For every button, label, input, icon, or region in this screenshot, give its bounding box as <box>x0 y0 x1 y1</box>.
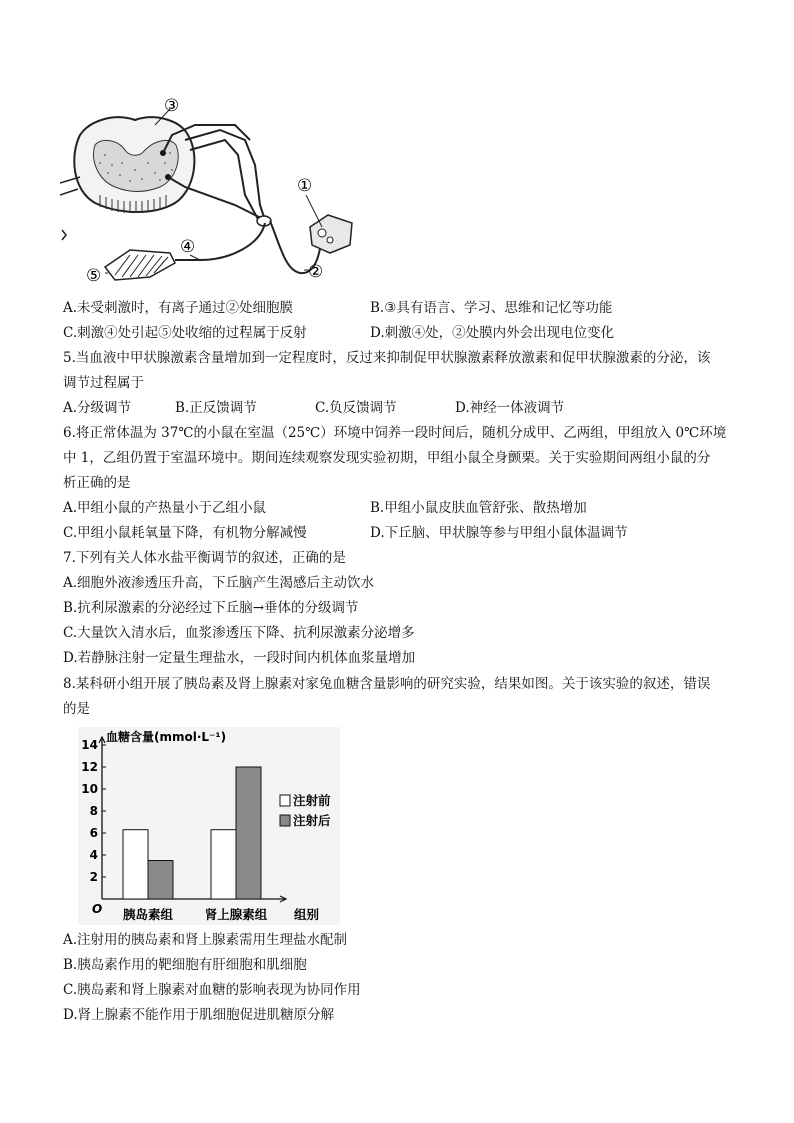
q5-option-c: C.负反馈调节 <box>315 400 397 416</box>
label-1: ① <box>297 176 313 196</box>
y-tick-label: 6 <box>89 826 98 840</box>
q6-stem-line3: 析正确的是 <box>63 475 131 491</box>
q6-stem-line1: 6.将正常体温为 37℃的小鼠在室温（25℃）环境中饲养一段时间后，随机分成甲、乙两组，甲组放入 0℃环境 <box>63 425 727 441</box>
q4-option-a: A.未受刺激时，有离子通过②处细胞膜 <box>63 300 294 316</box>
q7-stem: 7.下列有关人体水盐平衡调节的叙述，正确的是 <box>63 550 346 566</box>
legend-swatch <box>280 815 290 826</box>
q7-option-a: A.细胞外液渗透压升高，下丘脑产生渴感后主动饮水 <box>63 575 375 591</box>
legend-swatch <box>280 795 290 806</box>
y-axis-label: 血糖含量(mmol·L⁻¹) <box>106 730 227 744</box>
q6-stem-line2: 中 1，乙组仍置于室温环境中。期间连续观察发现实验初期，甲组小鼠全身颤栗。关于实验期间两组小鼠的分 <box>63 450 711 466</box>
q6-option-a: A.甲组小鼠的产热量小于乙组小鼠 <box>63 500 267 516</box>
q5-stem-line1: 5.当血液中甲状腺激素含量增加到一定程度时，反过来抑制促甲状腺激素释放激素和促甲状腺激素的分泌，该 <box>63 350 711 366</box>
bar-after <box>236 767 261 899</box>
q5-stem-line2: 调节过程属于 <box>63 375 144 391</box>
q6-option-c: C.甲组小鼠耗氧量下降，有机物分解减慢 <box>63 525 307 541</box>
origin-label: O <box>92 902 103 916</box>
q4-option-d: D.刺激④处，②处膜内外会出现电位变化 <box>370 325 615 341</box>
q8-option-b: B.胰岛素作用的靶细胞有肝细胞和肌细胞 <box>63 957 307 973</box>
q8-stem-line2: 的是 <box>63 701 90 717</box>
bar-before <box>211 830 236 899</box>
y-tick-label: 2 <box>89 870 98 884</box>
q4-option-b: B.③具有语言、学习、思维和记忆等功能 <box>370 300 613 316</box>
label-2: ② <box>308 262 324 282</box>
q5-option-d: D.神经一体液调节 <box>455 400 565 416</box>
label-3: ③ <box>164 96 180 116</box>
reflex-arc-figure <box>60 95 360 290</box>
legend-label: 注射后 <box>293 813 331 828</box>
legend-label: 注射前 <box>293 793 331 808</box>
label-4: ④ <box>180 237 196 257</box>
q7-option-b: B.抗利尿激素的分泌经过下丘脑→垂体的分级调节 <box>63 600 359 616</box>
q5-option-b: B.正反馈调节 <box>175 400 257 416</box>
y-tick-label: 8 <box>89 804 98 818</box>
receptor-skin <box>310 215 352 253</box>
bar-before <box>123 830 148 899</box>
blood-glucose-bar-chart <box>78 727 340 925</box>
x-category-label: 肾上腺素组 <box>204 907 268 922</box>
q6-option-b: B.甲组小鼠皮肤血管舒张、散热增加 <box>370 500 587 516</box>
bar-after <box>148 861 173 900</box>
effector-muscle <box>105 250 175 280</box>
q7-option-c: C.大量饮入清水后，血浆渗透压下降、抗利尿激素分泌增多 <box>63 625 415 641</box>
x-category-label: 胰岛素组 <box>122 907 174 922</box>
q5-option-a: A.分级调节 <box>63 400 132 416</box>
y-tick-label: 12 <box>81 760 98 774</box>
q7-option-d: D.若静脉注射一定量生理盐水，一段时间内机体血浆量增加 <box>63 650 416 666</box>
q6-option-d: D.下丘脑、甲状腺等参与甲组小鼠体温调节 <box>370 525 628 541</box>
q8-option-c: C.胰岛素和肾上腺素对血糖的影响表现为协同作用 <box>63 982 361 998</box>
y-tick-label: 10 <box>81 782 98 796</box>
label-5: ⑤ <box>86 266 102 286</box>
y-tick-label: 14 <box>81 738 98 752</box>
q8-option-d: D.肾上腺素不能作用于肌细胞促进肌糖原分解 <box>63 1007 335 1023</box>
y-tick-label: 4 <box>89 848 98 862</box>
q8-option-a: A.注射用的胰岛素和肾上腺素需用生理盐水配制 <box>63 932 348 948</box>
x-axis-label: 组别 <box>294 907 320 922</box>
q8-stem-line1: 8.某科研小组开展了胰岛素及肾上腺素对家兔血糖含量影响的研究实验，结果如图。关于该实验的叙述，错误 <box>63 676 711 692</box>
q4-option-c: C.刺激④处引起⑤处收缩的过程属于反射 <box>63 325 307 341</box>
